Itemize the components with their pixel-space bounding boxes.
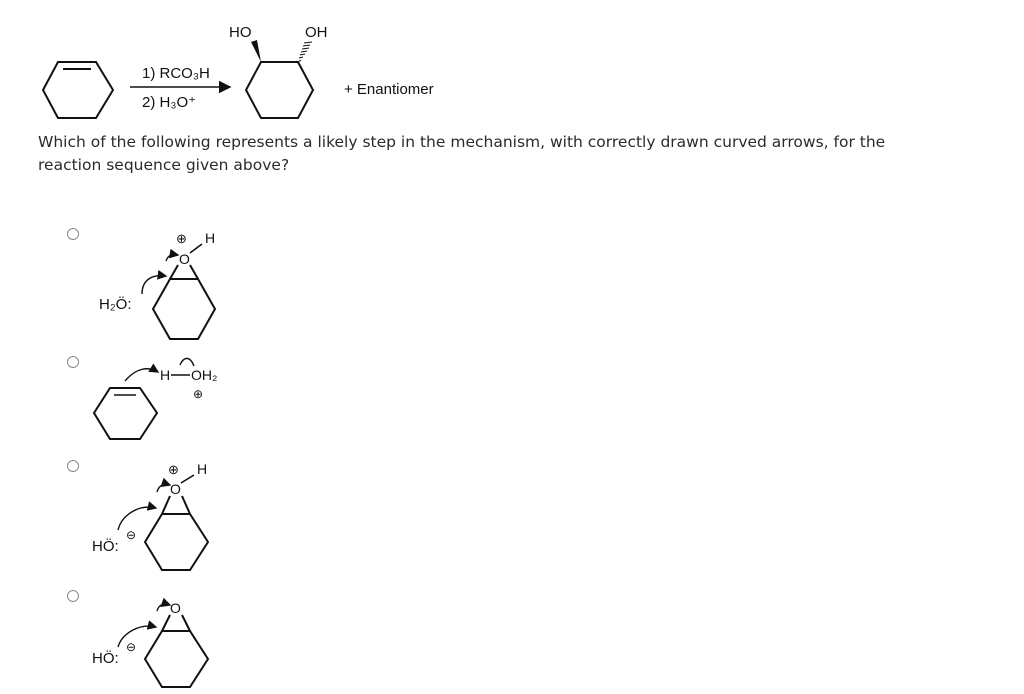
curved-arrow — [125, 369, 158, 381]
epoxide-oxygen: O — [179, 251, 190, 267]
option-d-structure — [88, 585, 248, 693]
curved-arrow — [118, 507, 156, 530]
question-text: Which of the following represents a likely step in the mechanism, with correctly drawn curved arrows, for the reaction sequence given above? — [38, 133, 886, 174]
curved-arrow — [118, 626, 156, 647]
epoxide-oxygen: O — [170, 600, 181, 616]
option-b-structure — [90, 348, 250, 448]
hydroxide-charge: ⊖ — [126, 528, 137, 542]
option-a-radio[interactable] — [67, 228, 79, 240]
product-ho-label: HO — [229, 24, 252, 41]
curved-arrow — [157, 604, 170, 611]
proton-label: H — [160, 367, 171, 383]
option-d-radio[interactable] — [67, 590, 79, 602]
cyclohexane-ring — [145, 631, 208, 687]
option-a-structure — [90, 222, 250, 352]
enantiomer-label: + Enantiomer — [344, 81, 434, 98]
oxonium-charge: ⊕ — [168, 462, 179, 477]
product-oh-label: OH — [305, 24, 328, 41]
curved-arrow — [166, 255, 178, 261]
hydronium-label: OH₂ — [191, 367, 218, 383]
reagent-step1: 1) RCO₃H — [142, 65, 210, 82]
reaction-scheme — [0, 0, 1024, 130]
hydroxide-charge: ⊖ — [126, 640, 137, 654]
curved-arrow — [180, 358, 194, 366]
epoxide-oxygen: O — [170, 481, 181, 497]
cyclohexane-ring — [145, 514, 208, 570]
water-nucleophile: H₂Ö: — [99, 296, 132, 313]
hydroxide-nucleophile: HÖ: — [92, 650, 119, 667]
option-c-structure — [88, 456, 248, 576]
option-b-radio[interactable] — [67, 356, 79, 368]
proton-label: H — [197, 461, 208, 477]
trans-diol-product — [246, 40, 313, 118]
proton-label: H — [205, 230, 216, 246]
option-c-radio[interactable] — [67, 460, 79, 472]
hydronium-charge: ⊕ — [193, 387, 204, 401]
curved-arrow — [157, 484, 170, 492]
hydroxide-nucleophile: HÖ: — [92, 538, 119, 555]
cyclohexene-reactant — [43, 62, 113, 118]
oxonium-charge: ⊕ — [176, 231, 187, 246]
reagent-step2: 2) H₃O⁺ — [142, 94, 197, 111]
cyclohexane-ring — [153, 279, 215, 339]
